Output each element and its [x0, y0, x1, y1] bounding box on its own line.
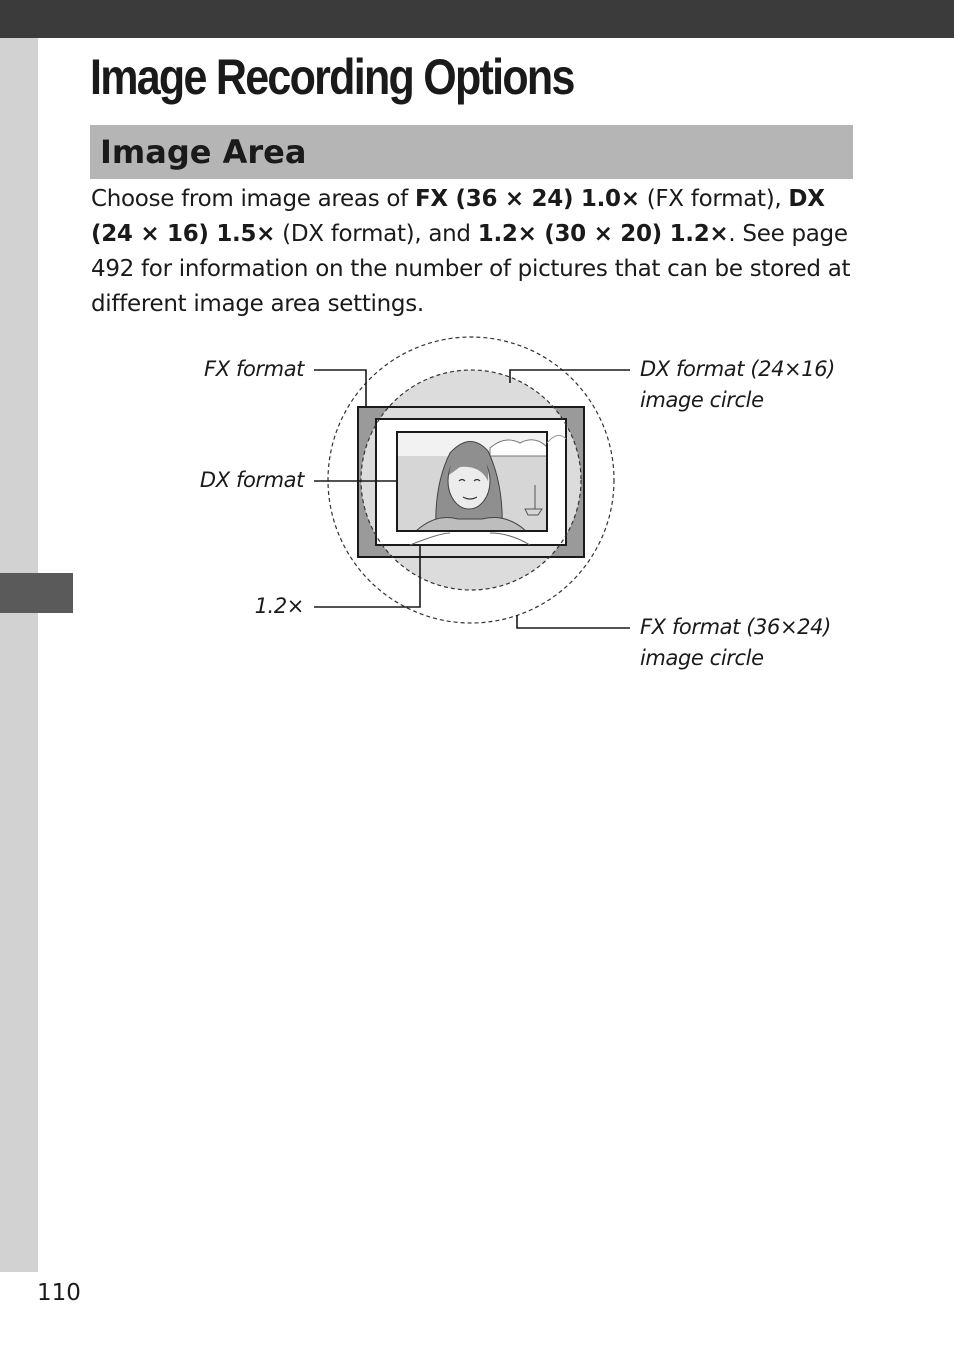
- body-text-2: (FX format),: [639, 186, 789, 212]
- side-margin-bar: [0, 38, 38, 1272]
- fx-format-label: FX format: [204, 357, 304, 381]
- image-area-diagram: [190, 335, 870, 685]
- crop-option-name: 1.2× (30 × 20) 1.2×: [477, 221, 729, 247]
- section-header-band: [90, 125, 853, 179]
- fx-image-circle-label: [640, 612, 831, 674]
- crop-1-2-label: 1.2×: [254, 594, 304, 618]
- dx-image-circle-label-line2: image circle: [640, 388, 764, 412]
- body-paragraph: [91, 182, 855, 322]
- body-text-1: Choose from image areas of: [91, 186, 415, 212]
- dx-image-circle-label-line1: DX format (24×16): [640, 357, 835, 381]
- fx-format-leader: [314, 370, 366, 407]
- fx-image-circle-label-line1: FX format (36×24): [640, 615, 831, 639]
- dx-format-label: DX format: [199, 468, 304, 492]
- page-number: 110: [37, 1280, 81, 1306]
- section-heading: Image Area: [100, 133, 307, 171]
- chapter-tab: [0, 573, 73, 613]
- body-text-3: (DX format), and: [275, 221, 478, 247]
- fx-option-name: FX (36 × 24) 1.0×: [414, 186, 640, 212]
- dx-option-name: DX (24 × 16) 1.5×: [91, 186, 825, 247]
- dx-circle-leader: [510, 370, 630, 383]
- fx-image-circle-label-line2: image circle: [640, 646, 764, 670]
- body-text-4: . See page 492 for information on the number of pictures that can be stored at different image area settings.: [91, 221, 851, 317]
- top-banner: [0, 0, 954, 38]
- dx-image-circle-label: [640, 354, 835, 416]
- page-title: Image Recording Options: [90, 49, 574, 105]
- fx-circle-leader: [517, 615, 630, 628]
